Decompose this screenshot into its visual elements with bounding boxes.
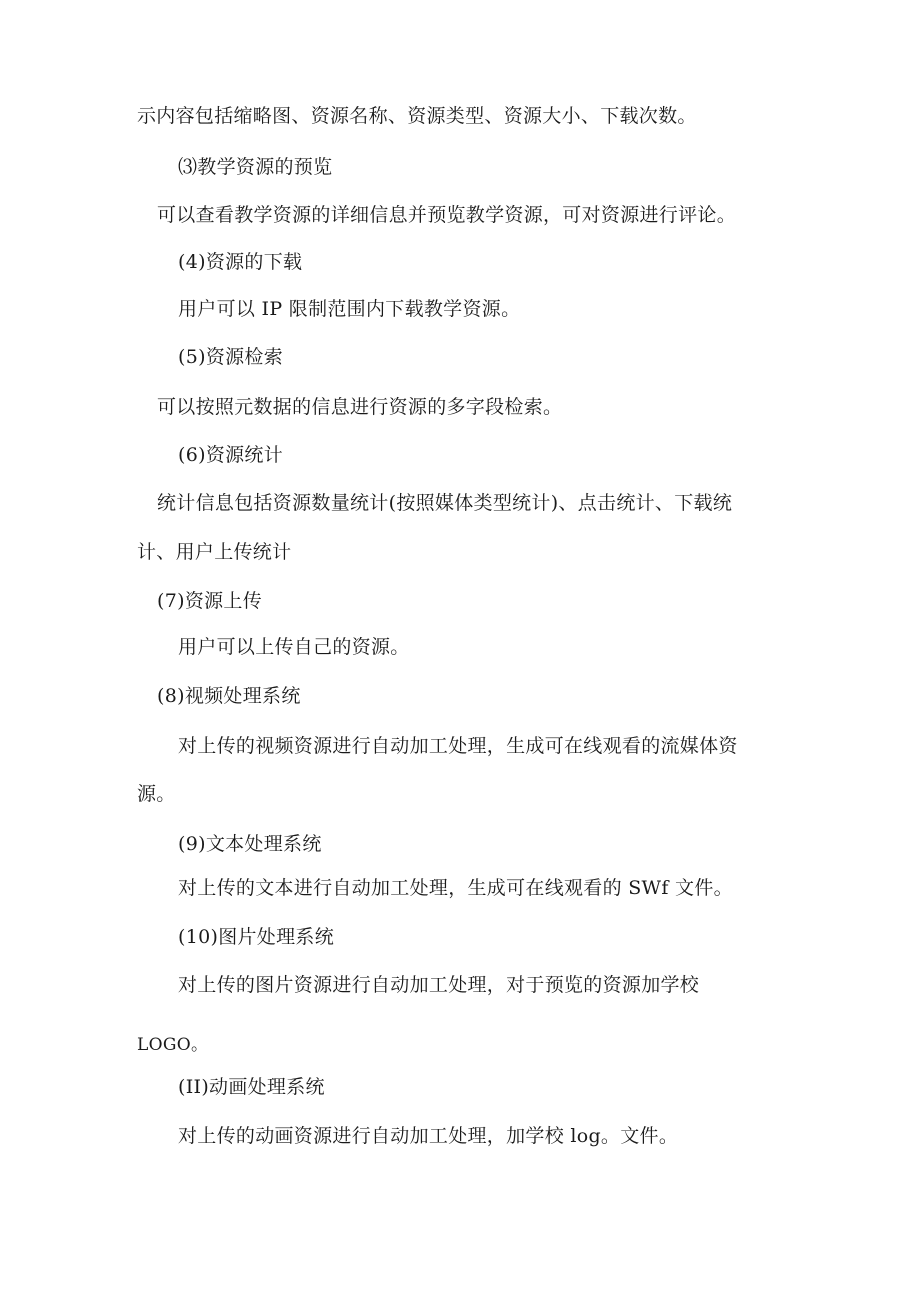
- text-line: 可以按照元数据的信息进行资源的多字段检索。: [157, 396, 563, 418]
- section-heading: (II)动画处理系统: [178, 1076, 325, 1098]
- section-heading: (6)资源统计: [178, 444, 284, 466]
- text-line: 源。: [137, 783, 176, 805]
- text-line: 计、用户上传统计: [137, 541, 292, 563]
- section-heading: (5)资源检索: [178, 346, 284, 368]
- section-heading: ⑶教学资源的预览: [178, 156, 333, 178]
- text-line: 统计信息包括资源数量统计(按照媒体类型统计)、点击统计、下载统: [157, 492, 733, 514]
- section-heading: (4)资源的下载: [178, 251, 303, 273]
- section-heading: (8)视频处理系统: [157, 685, 301, 707]
- text-line: 对上传的文本进行自动加工处理，生成可在线观看的 SWf 文件。: [178, 877, 733, 899]
- text-line: 可以查看教学资源的详细信息并预览教学资源，可对资源进行评论。: [157, 204, 737, 226]
- text-line: 对上传的视频资源进行自动加工处理，生成可在线观看的流媒体资: [178, 735, 738, 757]
- text-line: LOGO。: [137, 1035, 209, 1055]
- text-line: 用户可以 IP 限制范围内下载教学资源。: [178, 298, 521, 320]
- text-line: 用户可以上传自己的资源。: [178, 636, 410, 658]
- text-line: 对上传的动画资源进行自动加工处理，加学校 log。文件。: [178, 1125, 679, 1147]
- section-heading: (9)文本处理系统: [178, 833, 322, 855]
- text-line: 示内容包括缩略图、资源名称、资源类型、资源大小、下载次数。: [137, 105, 697, 127]
- section-heading: (7)资源上传: [157, 590, 263, 612]
- section-heading: (10)图片处理系统: [178, 926, 335, 948]
- text-line: 对上传的图片资源进行自动加工处理，对于预览的资源加学校: [178, 974, 700, 996]
